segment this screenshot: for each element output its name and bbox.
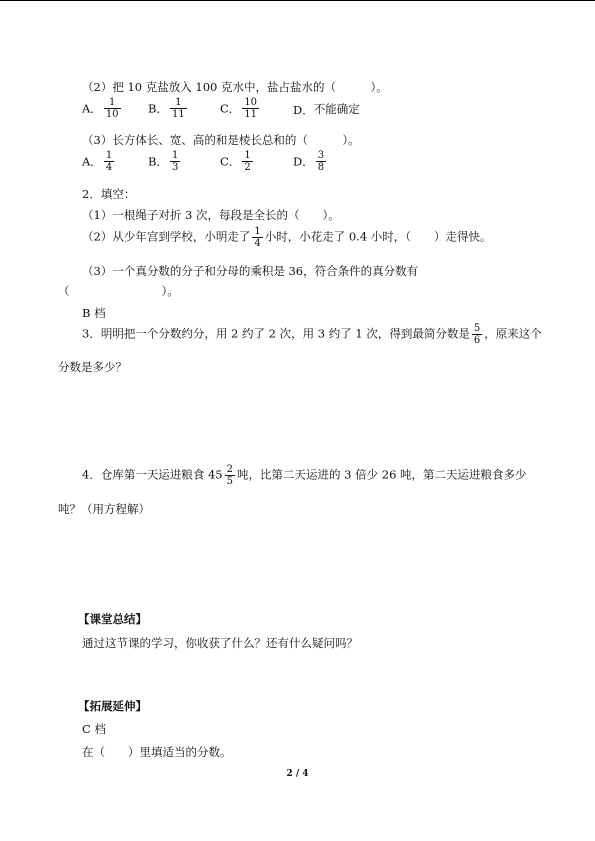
q2-item-3-line1: （3）一个真分数的分子和分母的乘积是 36，符合条件的真分数有 xyxy=(82,264,419,278)
level-c-label: C 档 xyxy=(82,722,106,736)
fraction: $\frac{5}{6}$ xyxy=(473,323,481,346)
q1-3-option-a xyxy=(82,150,116,173)
q1-3-option-c xyxy=(220,150,255,173)
level-b-label: B 档 xyxy=(82,306,106,320)
fraction: $\frac{2}{5}$ xyxy=(226,464,233,487)
option-label: A． xyxy=(82,101,102,116)
q3-post: ，原来这个 xyxy=(484,326,542,341)
q1-3-stem: （3）长方体长、宽、高的和是棱长总和的（ ）。 xyxy=(82,133,360,147)
option-label: C． xyxy=(220,154,241,169)
fraction: $\frac{3}{8}$ xyxy=(317,150,325,173)
fraction: $\frac{10}{11}$ xyxy=(244,97,258,120)
summary-text: 通过这节课的学习，你收获了什么？还有什么疑问吗？ xyxy=(82,636,358,650)
q2-title: 2．填空： xyxy=(82,187,136,201)
option-label: B． xyxy=(148,154,168,169)
q2-item-2-post: 小时，小花走了 0.4 小时，（ ）走得快。 xyxy=(264,229,492,244)
q3-line1 xyxy=(82,323,542,346)
extension-text: 在（ ）里填适当的分数。 xyxy=(82,745,232,759)
q4-line2: 吨？（用方程解） xyxy=(58,502,150,516)
q2-item-1: （1）一根绳子对折 3 次，每段是全长的（ ）。 xyxy=(82,208,340,222)
option-label: C． xyxy=(220,101,241,116)
fraction: $\frac{1}{4}$ xyxy=(254,226,261,249)
q4-pre: 4．仓库第一天运进粮食 45 xyxy=(82,467,223,482)
page-top-border xyxy=(0,0,595,1)
option-label: D． xyxy=(293,103,314,117)
page-number: 2 / 4 xyxy=(286,769,309,779)
option-label: D． xyxy=(293,154,314,169)
q1-2-option-b xyxy=(148,97,189,120)
option-label: A． xyxy=(82,154,102,169)
option-label: B． xyxy=(148,101,168,116)
q1-3-option-b xyxy=(148,150,182,173)
fraction: $\frac{1}{11}$ xyxy=(171,97,185,120)
fraction: $\frac{1}{2}$ xyxy=(244,150,251,173)
q3-line2: 分数是多少？ xyxy=(58,360,127,374)
fraction: $\frac{1}{3}$ xyxy=(171,150,179,173)
q3-pre: 3．明明把一个分数约分，用 2 约了 2 次，用 3 约了 1 次，得到最简分数是 xyxy=(82,326,470,341)
q1-2-stem: （2）把 10 克盐放入 100 克水中，盐占盐水的（ ）。 xyxy=(82,80,388,94)
q1-2-option-a xyxy=(82,97,123,120)
summary-heading: 【课堂总结】 xyxy=(78,612,147,626)
extension-heading: 【拓展延伸】 xyxy=(78,699,147,713)
q2-item-3-line2: （ ）。 xyxy=(58,284,179,298)
q4-line1 xyxy=(82,464,527,487)
option-text: 不能确定 xyxy=(313,102,360,116)
q2-item-2 xyxy=(82,226,492,249)
q1-2-option-d xyxy=(293,102,360,117)
fraction: $\frac{1}{4}$ xyxy=(105,150,113,173)
fraction: $\frac{1}{10}$ xyxy=(105,97,119,120)
q4-post: 吨，比第二天运进的 3 倍少 26 吨，第二天运进粮食多少 xyxy=(236,467,527,482)
q1-2-option-c xyxy=(220,97,261,120)
q1-3-option-d xyxy=(293,150,328,173)
q2-item-2-pre: （2）从少年宫到学校，小明走了 xyxy=(82,229,251,244)
